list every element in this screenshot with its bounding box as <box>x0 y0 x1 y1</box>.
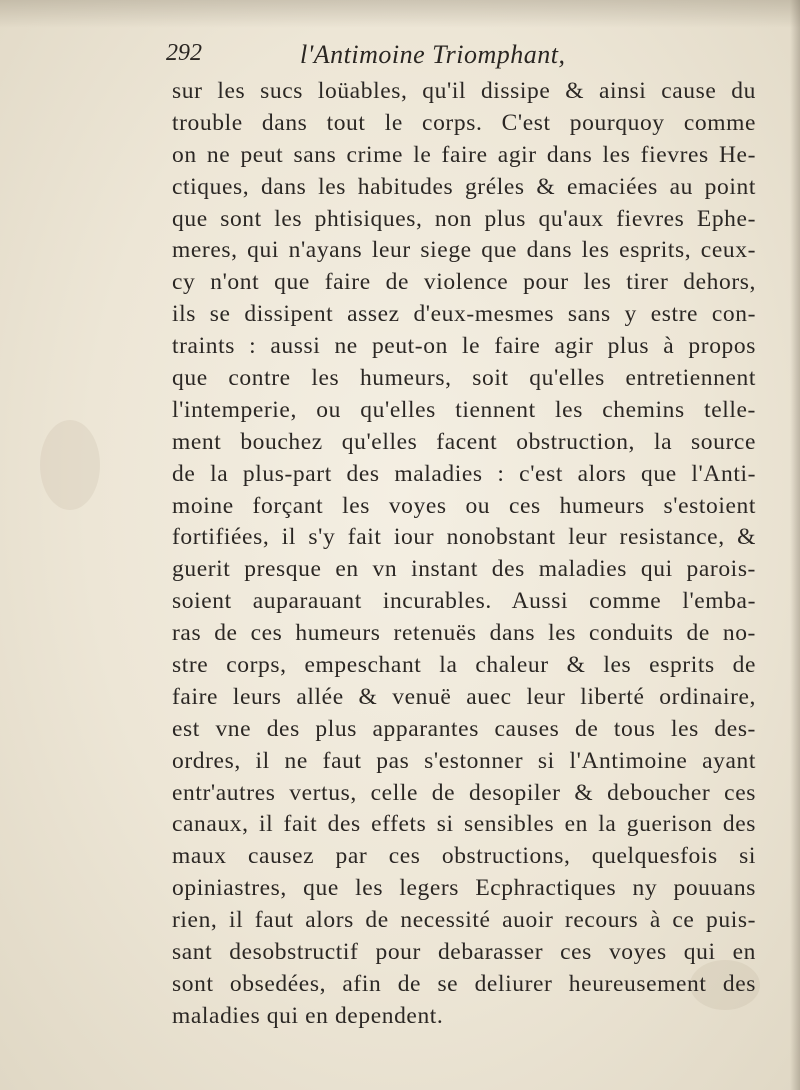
paper-stain <box>40 420 100 510</box>
body-text <box>172 76 756 1033</box>
text-line: on ne peut sans crime le faire agir dans les fievres He- <box>172 141 756 168</box>
text-line: sont obsedées, afin de se deliurer heureusement des <box>172 970 756 997</box>
text-line: opiniastres, que les legers Ecphractiques ny pouuans <box>172 875 756 902</box>
text-line: est vne des plus apparantes causes de tous les des- <box>172 715 756 742</box>
text-line: guerit presque en vn instant des maladies qui parois- <box>172 556 756 583</box>
text-line: soient auparauant incurables. Aussi comme l'emba- <box>172 588 756 615</box>
text-line: entr'autres vertus, celle de desopiler & deboucher ces <box>172 779 756 806</box>
text-line: que contre les humeurs, soit qu'elles entretiennent <box>172 365 756 392</box>
text-line: stre corps, empeschant la chaleur & les esprits de <box>172 652 756 679</box>
text-line: ils se dissipent assez d'eux-mesmes sans y estre con- <box>172 301 756 328</box>
text-line: traints : aussi ne peut-on le faire agir plus à propos <box>172 333 756 360</box>
text-line: sur les sucs loüables, qu'il dissipe & ainsi cause du <box>172 78 756 104</box>
running-title: l'Antimoine Triomphant, <box>300 40 566 69</box>
text-line: ctiques, dans les habitudes gréles & emaciées au point <box>172 173 756 200</box>
text-line: fortifiées, il s'y fait iour nonobstant leur resistance, & <box>172 524 756 551</box>
text-line: meres, qui n'ayans leur siege que dans les esprits, ceux- <box>172 237 756 264</box>
running-head <box>166 40 626 74</box>
text-line: de la plus-part des maladies : c'est alors que l'Anti- <box>172 460 756 487</box>
text-line: ras de ces humeurs retenuës dans les conduits de no- <box>172 620 756 647</box>
text-line: cy n'ont que faire de violence pour les tirer dehors, <box>172 269 756 296</box>
page-number: 292 <box>166 40 202 66</box>
text-line: ordres, il ne faut pas s'estonner si l'Antimoine ayant <box>172 747 756 774</box>
text-line: canaux, il fait des effets si sensibles en la guerison des <box>172 811 756 838</box>
text-line: l'intemperie, ou qu'elles tiennent les chemins telle- <box>172 396 756 423</box>
text-line: sant desobstructif pour debarasser ces voyes qui en <box>172 939 756 966</box>
text-line: rien, il faut alors de necessité auoir recours à ce puis- <box>172 907 756 934</box>
text-line: ment bouchez qu'elles facent obstruction, la source <box>172 428 756 455</box>
text-line: maladies qui en dependent. <box>172 1002 444 1029</box>
text-line: trouble dans tout le corps. C'est pourquoy comme <box>172 109 756 136</box>
text-line: maux causez par ces obstructions, quelquesfois si <box>172 843 756 870</box>
text-line: faire leurs allée & venuë auec leur liberté ordinaire, <box>172 683 756 710</box>
text-line: moine forçant les voyes ou ces humeurs s'estoient <box>172 492 756 519</box>
text-line: que sont les phtisiques, non plus qu'aux fievres Ephe- <box>172 205 756 232</box>
